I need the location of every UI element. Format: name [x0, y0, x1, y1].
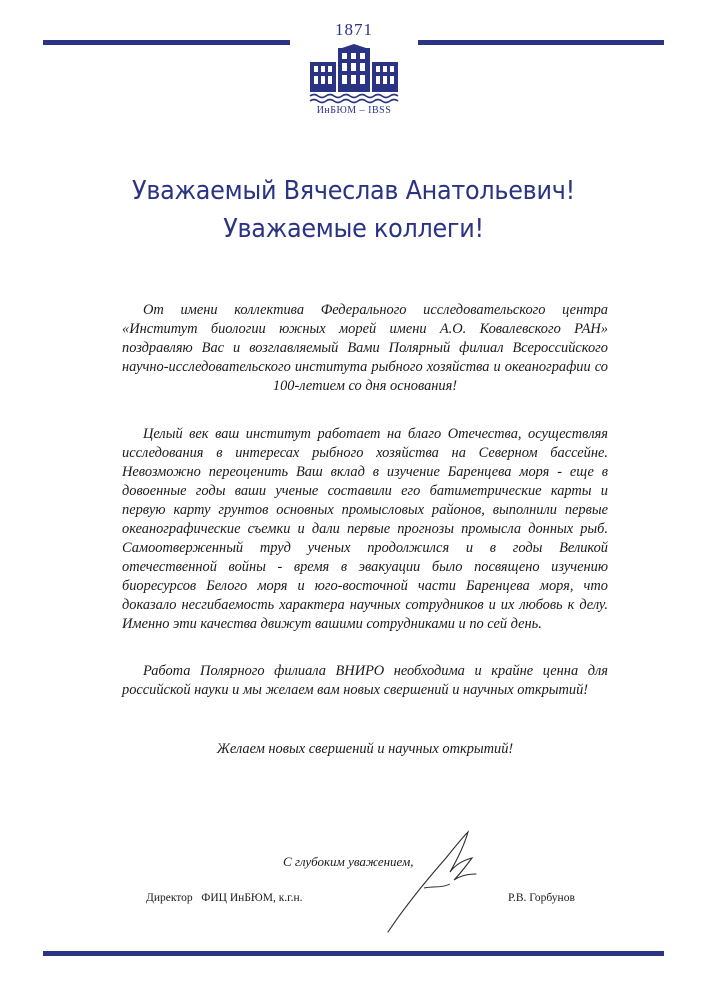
paragraph-congratulation: От имени коллектива Федерального исследовательского центра «Институт биологии южных морей имени А.О. Ковалевского РАН» поздравляю Вас и возглавляемый Вами Полярный филиал Всероссийского научно-исследовательского института рыбного хозяйства и океанографии со 100-летием со дня основания! — [122, 302, 608, 394]
logo-caption: ИнБЮМ – IBSS — [316, 105, 392, 116]
signature-regards: С глубоким уважением, — [283, 854, 414, 869]
institute-building-icon — [308, 44, 400, 104]
top-rule-right — [418, 40, 664, 45]
logo-year: 1871 — [335, 20, 373, 39]
heading-greeting-name: Уважаемый Вячеслав Анатольевич! — [132, 176, 575, 206]
top-rule-left — [43, 40, 290, 45]
bottom-rule — [43, 951, 664, 956]
paragraph-history: Целый век ваш институт работает на благо Отечества, осуществляя исследования в интересах рыбного хозяйства на Северном бассейне. Невозможно переоценить Ваш вклад в изучение Баренцева моря - еще в довоенные годы ваши ученые составили его батиметрические карты и первую карту грунтов основных промысловых районов, выполнили первые океанографические съемки и дали первые прогнозы промысла донных рыб. Самоотверженный труд ученых продолжился и в годы Великой отечественной войны - время в эвакуации было посвящено изучению биоресурсов Белого моря и юго-восточной части Баренцева моря, что доказало несгибаемость характера научных сотрудников и их любовь к делу. Именно эти качества движут вашими сотрудниками и по сей день. — [122, 426, 608, 632]
signature-position: Директор ФИЦ ИнБЮМ, к.г.н. — [146, 892, 303, 904]
signature-name: Р.В. Горбунов — [508, 892, 575, 904]
handwritten-signature — [384, 828, 484, 938]
closing-line: Желаем новых свершений и научных открытий! — [216, 741, 514, 757]
heading-greeting-colleagues: Уважаемые коллеги! — [223, 214, 484, 244]
letter-heading — [40, 172, 667, 248]
institute-logo — [295, 14, 413, 124]
paragraph-wishes: Работа Полярного филиала ВНИРО необходима и крайне ценна для российской науки и мы желаем вам новых свершений и научных открытий! — [122, 663, 608, 698]
